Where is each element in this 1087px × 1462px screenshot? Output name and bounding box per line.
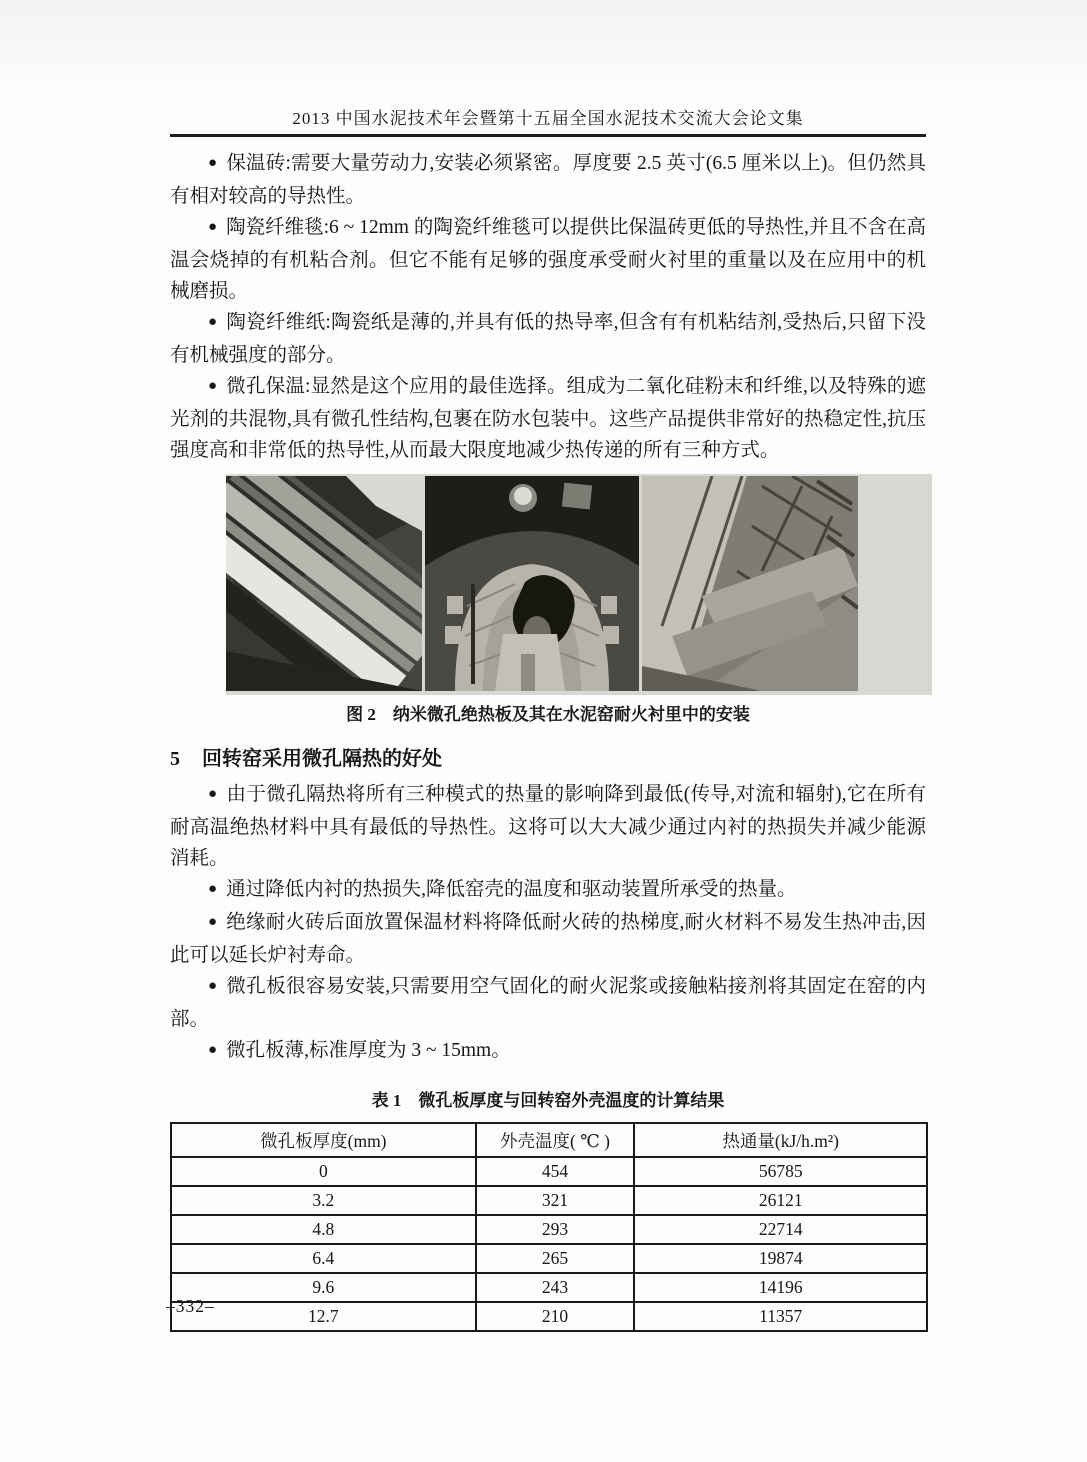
paragraph-ceramic-fiber-paper: [170, 307, 926, 371]
column-header-thickness: 微孔板厚度(mm): [171, 1123, 476, 1157]
figure-2: [170, 474, 926, 728]
paragraph-text: 保温砖:需要大量劳动力,安装必须紧密。厚度要 2.5 英寸(6.5 厘米以上)。但仍然具有相对较高的导热性。: [170, 153, 927, 207]
cell-heat-flux: 56785: [634, 1157, 927, 1186]
table-row: [171, 1273, 927, 1302]
cell-thickness: 9.6: [171, 1273, 476, 1302]
cell-heat-flux: 14196: [634, 1273, 927, 1302]
bullet-marker-icon: ●: [208, 155, 218, 171]
table-row: [171, 1215, 927, 1244]
running-header: 2013 中国水泥技术年会暨第十五届全国水泥技术交流大会论文集: [292, 109, 804, 128]
bullet-marker-icon: ●: [208, 1042, 218, 1058]
section-title: 回转窑采用微孔隔热的好处: [202, 748, 442, 770]
bullet-marker-icon: ●: [208, 219, 218, 235]
paragraph-text: 陶瓷纤维纸:陶瓷纸是薄的,并具有低的热导率,但含有有机粘结剂,受热后,只留下没有机械强度的部分。: [170, 312, 927, 366]
figure-caption: 图 2 纳米微孔绝热板及其在水泥窑耐火衬里中的安装: [346, 705, 750, 724]
figure-photo-strip: [226, 474, 932, 695]
page-number: –332–: [166, 1296, 215, 1316]
benefit-text: 绝缘耐火砖后面放置保温材料将降低耐火砖的热梯度,耐火材料不易发生热冲击,因此可以延长炉衬寿命。: [170, 912, 926, 966]
table-title: 表 1 微孔板厚度与回转窑外壳温度的计算结果: [371, 1091, 725, 1110]
benefit-item: [170, 779, 926, 874]
table-row: [171, 1157, 927, 1186]
kiln-lining-installation-photo: [425, 476, 639, 691]
bullet-marker-icon: ●: [208, 378, 218, 394]
cell-thickness: 12.7: [171, 1302, 476, 1331]
column-header-shell-temperature: 外壳温度( ℃ ): [476, 1123, 635, 1157]
cell-heat-flux: 22714: [634, 1215, 927, 1244]
results-table: [170, 1122, 928, 1332]
cell-thickness: 4.8: [171, 1215, 476, 1244]
brick-lining-closeup-photo: [642, 476, 858, 691]
bullet-marker-icon: ●: [208, 914, 218, 930]
table-row: [171, 1186, 927, 1215]
bullet-marker-icon: ●: [208, 978, 218, 994]
section-heading: [170, 744, 926, 774]
header-rule: [170, 134, 926, 137]
insulation-boards-photo: [226, 476, 422, 691]
bullet-marker-icon: ●: [208, 881, 218, 897]
cell-shell-temperature: 243: [476, 1273, 635, 1302]
benefit-text: 微孔板薄,标准厚度为 3 ~ 15mm。: [226, 1040, 511, 1061]
cell-shell-temperature: 210: [476, 1302, 635, 1331]
section-number: 5: [170, 748, 180, 770]
cell-thickness: 0: [171, 1157, 476, 1186]
column-header-heat-flux: 热通量(kJ/h.m²): [634, 1123, 927, 1157]
paragraph-microporous-insulation: [170, 371, 926, 466]
table-row: [171, 1244, 927, 1273]
cell-thickness: 3.2: [171, 1186, 476, 1215]
benefit-text: 微孔板很容易安装,只需要用空气固化的耐火泥浆或接触粘接剂将其固定在窑的内部。: [170, 976, 926, 1030]
cell-heat-flux: 11357: [634, 1302, 927, 1331]
cell-shell-temperature: 265: [476, 1244, 635, 1273]
cell-shell-temperature: 321: [476, 1186, 635, 1215]
cell-heat-flux: 26121: [634, 1186, 927, 1215]
paragraph-text: 微孔保温:显然是这个应用的最佳选择。组成为二氧化硅粉末和纤维,以及特殊的遮光剂的共混物,具有微孔性结构,包裹在防水包装中。这些产品提供非常好的热稳定性,抗压强度高和非常低的热导性,从而最大限度地减少热传递的所有三种方式。: [170, 376, 927, 461]
benefit-text: 通过降低内衬的热损失,降低窑壳的温度和驱动装置所承受的热量。: [226, 879, 797, 900]
benefit-item: [170, 874, 926, 907]
cell-heat-flux: 19874: [634, 1244, 927, 1273]
benefit-item: [170, 971, 926, 1035]
benefit-item: [170, 907, 926, 971]
paragraph-insulating-brick: [170, 148, 926, 212]
cell-shell-temperature: 454: [476, 1157, 635, 1186]
cell-thickness: 6.4: [171, 1244, 476, 1273]
cell-shell-temperature: 293: [476, 1215, 635, 1244]
page-content: [170, 148, 926, 1332]
bullet-marker-icon: ●: [208, 314, 218, 330]
paragraph-ceramic-fiber-blanket: [170, 212, 926, 307]
benefit-item: [170, 1035, 926, 1068]
benefit-text: 由于微孔隔热将所有三种模式的热量的影响降到最低(传导,对流和辐射),它在所有耐高温绝热材料中具有最低的导热性。这将可以大大减少通过内衬的热损失并减少能源消耗。: [170, 784, 926, 869]
table-header-row: [171, 1123, 927, 1157]
paragraph-text: 陶瓷纤维毯:6 ~ 12mm 的陶瓷纤维毯可以提供比保温砖更低的导热性,并且不含在高温会烧掉的有机粘合剂。但它不能有足够的强度承受耐火衬里的重量以及在应用中的机械磨损。: [170, 217, 926, 302]
table-row: [171, 1302, 927, 1331]
bullet-marker-icon: ●: [208, 786, 218, 802]
